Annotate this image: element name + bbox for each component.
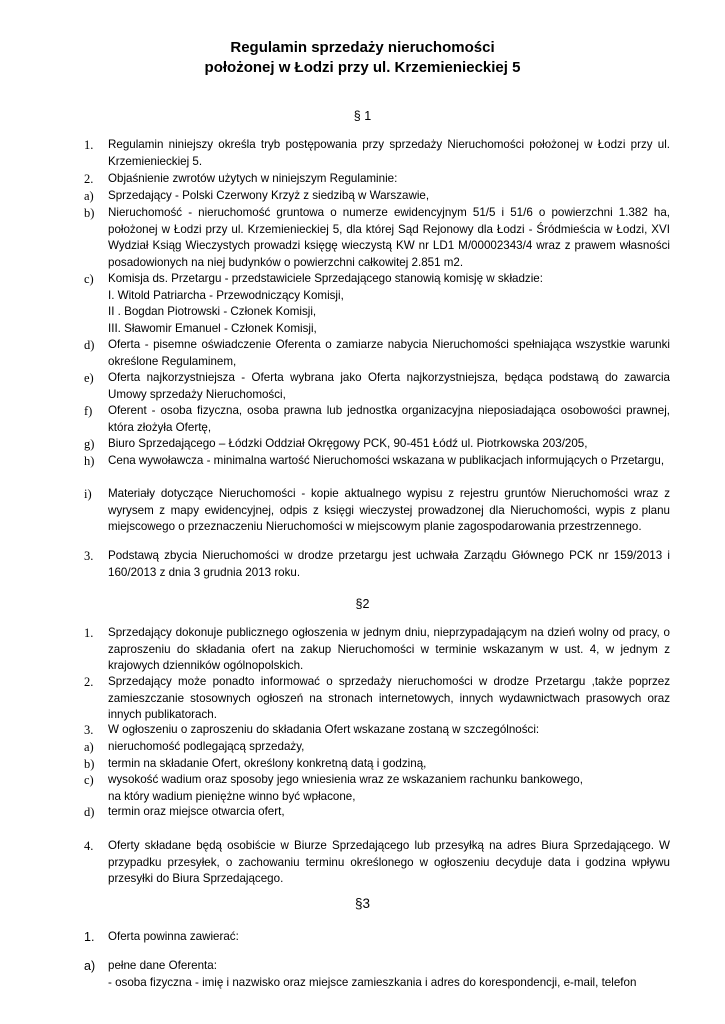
list-marker: 1.: [84, 626, 94, 640]
list-marker: 3.: [84, 723, 94, 737]
list-marker: 4.: [84, 839, 94, 853]
paragraph-text: Sprzedający może ponadto informować o sprzedaży nieruchomości w drodze Przetargu ,także poprzez zamieszczanie stosownych ogłoszeń na stronach internetowych, innych wydawnictwach prasowych oraz innych publikatorach.: [108, 675, 670, 722]
sec2-point-2: [84, 674, 670, 724]
list-marker: b): [84, 206, 95, 220]
list-marker: e): [84, 371, 94, 385]
sec2-item-d: [84, 804, 670, 821]
list-marker: c): [84, 773, 94, 787]
paragraph-text: Biuro Sprzedającego – Łódzki Oddział Okręgowy PCK, 90-451 Łódź ul. Piotrkowska 203/205,: [108, 437, 588, 450]
paragraph-text: nieruchomość podlegającą sprzedaży,: [108, 740, 305, 753]
list-marker: g): [84, 437, 95, 451]
section-1-heading: § 1: [353, 109, 372, 123]
paragraph-block: [108, 772, 670, 805]
list-marker: a): [84, 189, 94, 203]
list-marker: i): [84, 487, 92, 501]
sec1-item-f: [84, 403, 670, 436]
sec2-point-1: [84, 625, 670, 675]
list-marker: c): [84, 272, 94, 286]
sec1-point-1: [84, 137, 670, 170]
paragraph-text: Oferty składane będą osobiście w Biurze Sprzedającego lub przesyłką na adres Biura Sprzedającego. W przypadku przesyłek, o zachowaniu terminu określonego w ogłoszeniu decyduje data i godzina wpływu przesyłki do Biura Sprzedającego.: [108, 839, 670, 886]
paragraph-text: Objaśnienie zwrotów użytych w niniejszym Regulaminie:: [108, 172, 398, 185]
paragraph-text: Komisja ds. Przetargu - przedstawiciele Sprzedającego stanowią komisję w składzie:: [108, 272, 543, 285]
list-marker: 2.: [84, 675, 94, 689]
list-marker: 1.: [84, 138, 94, 152]
sec2-item-b: [84, 756, 670, 773]
list-marker: a): [84, 740, 94, 754]
paragraph-text: wysokość wadium oraz sposoby jego wniesienia wraz ze wskazaniem rachunku bankowego,: [108, 773, 583, 786]
sec2-point-3: [84, 722, 670, 739]
paragraph-block: [108, 958, 670, 991]
sec1-point-3: [84, 548, 670, 581]
list-marker: b): [84, 757, 95, 771]
committee-member-3: III. Sławomir Emanuel - Członek Komisji,: [108, 321, 317, 335]
paragraph-text: W ogłoszeniu o zaproszeniu do składania Ofert wskazane zostaną w szczególności:: [108, 723, 540, 736]
sec1-item-h: [84, 453, 670, 470]
paragraph-text: Oferent - osoba fizyczna, osoba prawna lub jednostka organizacyjna nieposiadająca osobowości prawnej, która złożyła Ofertę,: [108, 404, 670, 434]
list-marker: 1.: [84, 930, 95, 944]
paragraph-text: termin na składanie Ofert, określony konkretną datą i godziną,: [108, 757, 427, 770]
paragraph-text: Sprzedający dokonuje publicznego ogłoszenia w jednym dniu, nieprzypadającym na dzień wolny od pracy, o zaproszeniu do składania ofert na zakup Nieruchomości w terminie wskazanym w ust. 4, w jednym z krajowych dzienników ogólnopolskich.: [108, 626, 670, 673]
paragraph-text: termin oraz miejsce otwarcia ofert,: [108, 805, 285, 818]
paragraph-text: Oferta - pisemne oświadczenie Oferenta o zamiarze nabycia Nieruchomości spełniająca wszystkie warunki określone Regulaminem,: [108, 338, 670, 368]
paragraph-text: Sprzedający - Polski Czerwony Krzyż z siedzibą w Warszawie,: [108, 189, 430, 202]
paragraph-block: [108, 271, 670, 337]
paragraph-continuation: na który wadium pieniężne winno być wpłacone,: [108, 789, 356, 803]
paragraph-text: Cena wywoławcza - minimalna wartość Nieruchomości wskazana w publikacjach informujących o Przetargu,: [108, 454, 665, 467]
list-marker: 3.: [84, 549, 94, 563]
sec1-item-d: [84, 337, 670, 370]
committee-member-2: II . Bogdan Piotrowski - Członek Komisji,: [108, 305, 317, 319]
paragraph-text: Oferta najkorzystniejsza - Oferta wybrana jako Oferta najkorzystniejsza, będąca podstawą do zawarcia Umowy sprzedaży Nieruchomości,: [108, 371, 670, 401]
list-marker: d): [84, 805, 95, 819]
committee-member-1: I. Witold Patriarcha - Przewodniczący Komisji,: [108, 288, 344, 302]
paragraph-text: Podstawą zbycia Nieruchomości w drodze przetargu jest uchwała Zarządu Głównego PCK nr 159/2013 i 160/2013 z dnia 3 grudnia 2013 roku.: [108, 549, 670, 579]
document-title-line-1: Regulamin sprzedaży nieruchomości: [230, 39, 495, 56]
paragraph-text: pełne dane Oferenta:: [108, 959, 217, 972]
list-marker: a): [84, 959, 96, 973]
sec3-point-1: [84, 929, 670, 946]
sec2-point-4: [84, 838, 670, 888]
document-title-line-2: położonej w Łodzi przy ul. Krzemienieckiej 5: [204, 59, 521, 76]
paragraph-text: Regulamin niniejszy określa tryb postępowania przy sprzedaży Nieruchomości położonej w Łodzi przy ul. Krzemienieckiej 5.: [108, 138, 670, 168]
sec1-item-b: [84, 205, 670, 271]
sec1-item-a: [84, 188, 670, 205]
sec3-item-a: [84, 958, 670, 991]
list-marker: 2.: [84, 172, 94, 186]
paragraph-continuation: - osoba fizyczna - imię i nazwisko oraz miejsce zamieszkania i adres do korespondencji, e-mail, telefon: [108, 975, 637, 989]
paragraph-text: Oferta powinna zawierać:: [108, 930, 239, 943]
sec1-item-g: [84, 436, 670, 453]
list-marker: d): [84, 338, 95, 352]
sec2-item-a: [84, 739, 670, 756]
sec1-item-e: [84, 370, 670, 403]
paragraph-text: Materiały dotyczące Nieruchomości - kopie aktualnego wypisu z rejestru gruntów Nieruchomości wraz z wyrysem z mapy ewidencyjnej, odpis z księgi wieczystej prowadzonej dla Nieruchomości, wypis z planu miejscowego o przeznaczeniu Nieruchomości w miejscowym planie zagospodarowania przestrzennego.: [108, 487, 670, 534]
section-3-heading: §3: [354, 896, 371, 911]
sec1-point-2: [84, 171, 670, 188]
sec1-item-i: [84, 486, 670, 536]
section-2-heading: §2: [355, 597, 370, 611]
list-marker: f): [84, 404, 93, 418]
paragraph-text: Nieruchomość - nieruchomość gruntowa o numerze ewidencyjnym 51/5 i 51/6 o powierzchni 1.382 ha, położonej w Łodzi przy ul. Krzemienieckiej 5, dla której Sąd Rejonowy dla Łodzi - Śródmieścia w Łodzi, XVI Wydział Ksiąg Wieczystych prowadzi księgę wieczystą KW nr LD1 M/00002343/4 wraz z prawem własności posadowionych na niej budynków o powierzchni całkowitej 2.851 m2.: [108, 206, 670, 269]
list-marker: h): [84, 454, 95, 468]
sec2-item-c: [84, 772, 670, 805]
sec1-item-c: [84, 271, 670, 337]
